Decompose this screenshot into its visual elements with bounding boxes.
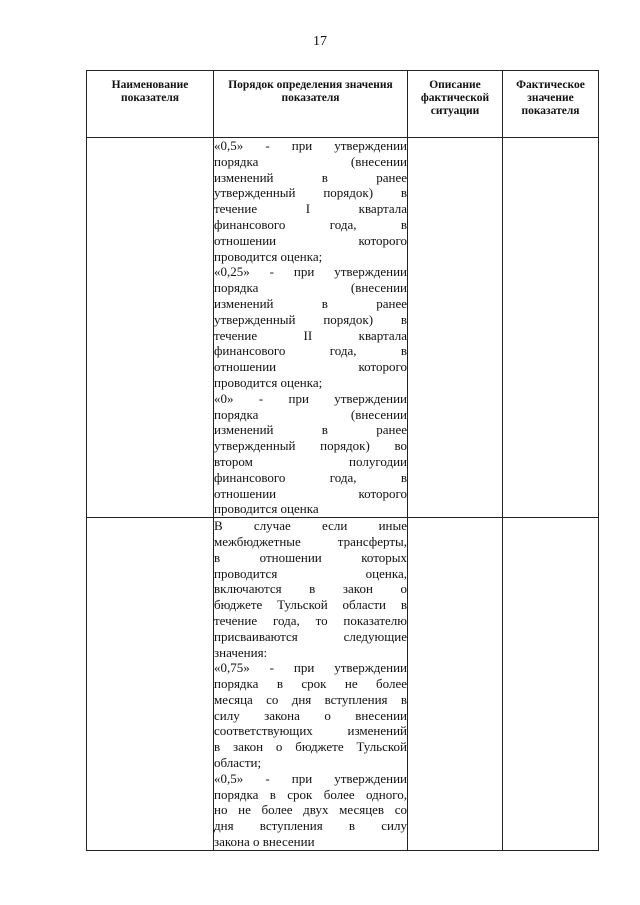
table-row <box>87 518 599 851</box>
text-line: порядка в срок более одного, <box>214 786 407 802</box>
text-line: межбюджетные трансферты, <box>214 533 407 549</box>
table-row <box>87 138 599 518</box>
text-line: утвержденный порядок) во <box>214 438 407 454</box>
text-line: отношении которого <box>214 232 407 248</box>
text-line: порядка в срок не более <box>214 676 407 692</box>
text-line: силу закона о внесении <box>214 707 407 723</box>
text-line: течение года, то показателю <box>214 612 407 628</box>
text-line: финансового года, в <box>214 343 407 359</box>
text-line: втором полугодии <box>214 453 407 469</box>
text-line: течение II квартала <box>214 327 407 343</box>
indicator-table <box>86 70 599 851</box>
text-line: бюджете Тульской области в <box>214 597 407 613</box>
cell-indicator-name <box>87 518 214 851</box>
text-line: в отношении которых <box>214 549 407 565</box>
text-line: изменений в ранее <box>214 422 407 438</box>
text-line: «0» - при утверждении <box>214 390 407 406</box>
text-line: проводится оценка; <box>214 248 323 264</box>
header-description: Описание фактической ситуации <box>408 71 503 138</box>
text-line: отношении которого <box>214 359 407 375</box>
text-line: изменений в ранее <box>214 295 407 311</box>
text-line: «0,75» - при утверждении <box>214 660 407 676</box>
cell-description <box>408 518 503 851</box>
cell-actual-value <box>503 138 599 518</box>
text-line: проводится оценка <box>214 501 319 517</box>
text-line: включаются в закон о <box>214 581 407 597</box>
text-line: течение I квартала <box>214 201 407 217</box>
text-line: порядка (внесении <box>214 153 407 169</box>
text-line: «0,5» - при утверждении <box>214 138 407 153</box>
procedure-text <box>214 518 407 850</box>
text-line: месяца со дня вступления в <box>214 691 407 707</box>
text-line: финансового года, в <box>214 469 407 485</box>
text-line: финансового года, в <box>214 216 407 232</box>
text-line: значения: <box>214 644 268 660</box>
procedure-text <box>214 138 407 517</box>
text-line: порядка (внесении <box>214 406 407 422</box>
table-header-row <box>87 71 599 138</box>
text-line: «0,5» - при утверждении <box>214 770 407 786</box>
text-line: проводится оценка; <box>214 374 323 390</box>
text-line: но не более двух месяцев со <box>214 802 407 818</box>
cell-description <box>408 138 503 518</box>
cell-actual-value <box>503 518 599 851</box>
text-line: области; <box>214 755 262 771</box>
header-actual-value: Фактическое значение показателя <box>503 71 599 138</box>
text-line: порядка (внесении <box>214 280 407 296</box>
text-line: присваиваются следующие <box>214 628 407 644</box>
header-procedure: Порядок определения значения показателя <box>214 71 408 138</box>
cell-indicator-name <box>87 138 214 518</box>
text-line: изменений в ранее <box>214 169 407 185</box>
cell-procedure <box>214 138 408 518</box>
text-line: отношении которого <box>214 485 407 501</box>
text-line: утвержденный порядок) в <box>214 311 407 327</box>
header-indicator-name: Наименование показателя <box>87 71 214 138</box>
text-line: «0,25» - при утверждении <box>214 264 407 280</box>
text-line: дня вступления в силу <box>214 818 407 834</box>
text-line: утвержденный порядок) в <box>214 185 407 201</box>
text-line: проводится оценка, <box>214 565 407 581</box>
text-line: соответствующих изменений <box>214 723 407 739</box>
page-number: 17 <box>313 34 327 49</box>
text-line: закона о внесении <box>214 834 315 850</box>
cell-procedure <box>214 518 408 851</box>
text-line: В случае если иные <box>214 518 407 534</box>
text-line: в закон о бюджете Тульской <box>214 739 407 755</box>
